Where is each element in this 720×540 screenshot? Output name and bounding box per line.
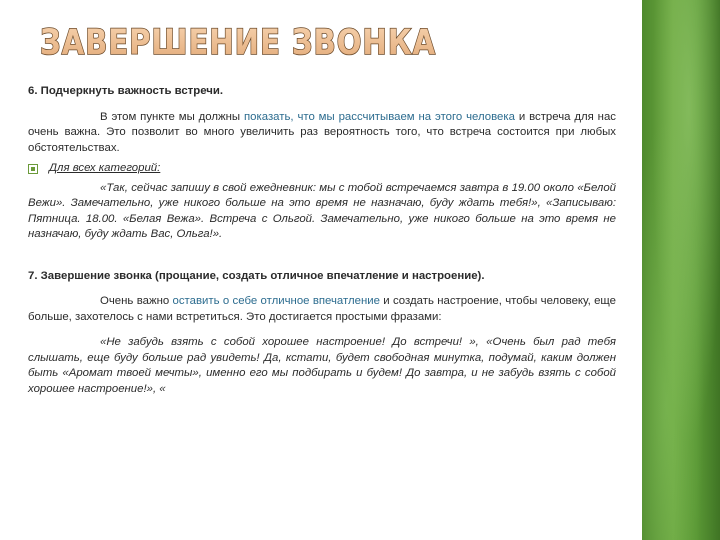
section-6-para-before: В этом пункте мы должны	[100, 110, 244, 123]
section-6-quote: «Так, сейчас запишу в свой ежедневник: мы с тобой встречаемся завтра в 19.00 около «Белой Вежи». Замечательно, уже никого больше на это время не назначаю, буду ждать тебя!», «Записываю: Пятница. 18.00. «Белая Вежа». Встреча с Ольгой. Замечательно, уже никого больше на это время не назначаю, буду ждать Вас, Ольга!».	[28, 181, 616, 240]
section-6-paragraph	[28, 110, 616, 157]
square-bullet-icon	[28, 164, 38, 174]
section-7-heading: 7. Завершение звонка (прощание, создать отличное впечатление и настроение).	[28, 269, 485, 282]
category-label: Для всех категорий:	[49, 162, 161, 174]
section-7-paragraph	[28, 294, 616, 325]
green-sidebar	[642, 0, 720, 540]
section-7-para-before: Очень важно	[100, 295, 173, 307]
title-text: ЗАВЕРШЕНИЕ ЗВОНКА	[40, 23, 436, 63]
section-6-para-after: и встреча для нас очень важна. Это позволит во много увеличить раз вероятность того, что встреча состоится при любых обстоятельствах.	[28, 110, 617, 154]
section-7-highlight: оставить о себе отличное впечатление	[172, 295, 380, 307]
slide-content	[28, 84, 616, 397]
section-6-heading: 6. Подчеркнуть важность встречи.	[28, 85, 224, 97]
category-bullet	[28, 161, 616, 177]
section-6-highlight: показать, что мы рассчитываем на этого человека	[244, 110, 515, 123]
section-7	[28, 269, 616, 398]
slide-title-graphic	[40, 14, 460, 64]
slide-title	[40, 14, 460, 64]
section-7-quote: «Не забудь взять с собой хорошее настроение! До встречи! », «Очень был рад тебя слышать, еще буду больше рад увидеть! Да, кстати, будет свободная минутка, подумай, каким должен быть «Аромат твоей мечты», именно его мы подбирать и будем! До завтра, и не забудь взять с собой хорошее настроение!», «	[28, 336, 616, 395]
section-7-para-after: и создать настроение, чтобы человеку, еще больше, захотелось с нами встретиться. Это достигается простыми фразами:	[28, 295, 616, 323]
